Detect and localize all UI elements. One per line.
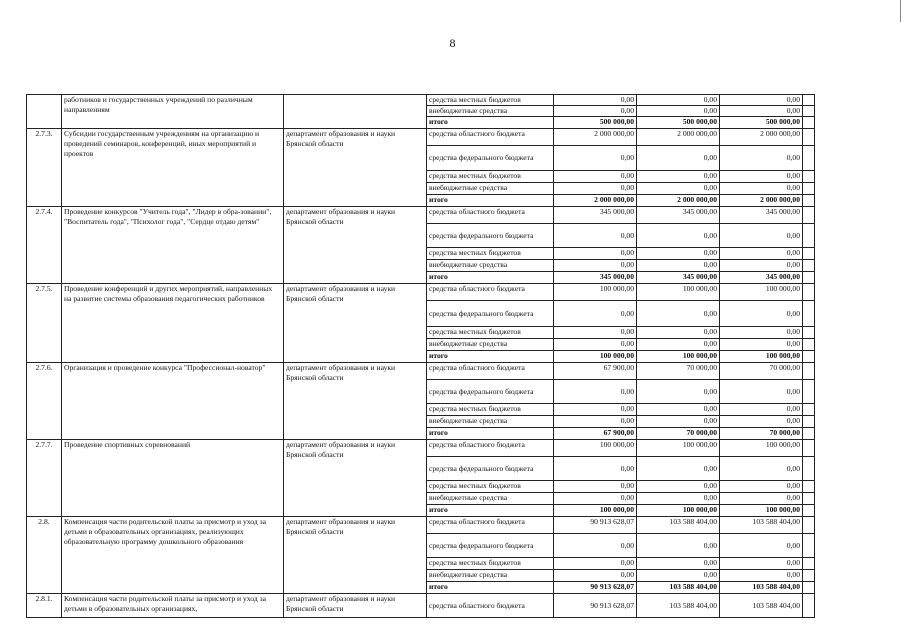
blank-cell (803, 339, 815, 351)
item-code: 2.7.7. (27, 440, 62, 517)
funding-source: средства местных бюджетов (427, 95, 554, 106)
amount-cell-2: 103 588 404,00 (637, 517, 720, 534)
blank-cell (803, 481, 815, 493)
amount-cell-3: 2 000 000,00 (720, 129, 803, 146)
funding-source: средства областного бюджета (427, 284, 554, 301)
table-row (27, 440, 815, 457)
funding-source: средства местных бюджетов (427, 171, 554, 183)
amount-cell-3: 0,00 (720, 339, 803, 351)
amount-cell-2: 0,00 (637, 339, 720, 351)
funding-source: средства федерального бюджета (427, 534, 554, 558)
amount-cell-3: 0,00 (720, 493, 803, 505)
table-body (27, 95, 815, 618)
item-code (27, 95, 62, 129)
funding-source: средства местных бюджетов (427, 481, 554, 493)
amount-cell-3: 70 000,00 (720, 363, 803, 380)
executor: департамент образования и науки Брянской области (284, 363, 427, 440)
amount-cell-3: 345 000,00 (720, 207, 803, 224)
blank-cell (803, 327, 815, 339)
amount-cell-2: 500 000,00 (637, 117, 720, 129)
funding-source: итого (427, 117, 554, 129)
blank-cell (803, 493, 815, 505)
funding-source: средства местных бюджетов (427, 558, 554, 570)
amount-cell-2: 70 000,00 (637, 428, 720, 440)
budget-table (26, 94, 815, 618)
funding-source: внебюджетные средства (427, 260, 554, 272)
amount-cell-1: 90 913 628,07 (554, 594, 637, 618)
item-name: Проведение конференций и других мероприятий, направленных на развитие системы образования педагогических работников (62, 284, 284, 363)
amount-cell-1: 2 000 000,00 (554, 195, 637, 207)
blank-cell (803, 404, 815, 416)
table-row (27, 129, 815, 146)
amount-cell-1: 100 000,00 (554, 440, 637, 457)
amount-cell-2: 0,00 (637, 248, 720, 260)
executor: департамент образования и науки Брянской области (284, 440, 427, 517)
amount-cell-2: 0,00 (637, 95, 720, 106)
funding-source: средства федерального бюджета (427, 301, 554, 327)
amount-cell-3: 0,00 (720, 301, 803, 327)
table-row (27, 207, 815, 224)
table-row (27, 517, 815, 534)
funding-source: внебюджетные средства (427, 339, 554, 351)
amount-cell-2: 345 000,00 (637, 272, 720, 284)
funding-source: итого (427, 272, 554, 284)
amount-cell-2: 345 000,00 (637, 207, 720, 224)
table-row (27, 594, 815, 618)
funding-source: итого (427, 195, 554, 207)
amount-cell-3: 0,00 (720, 106, 803, 117)
funding-source: итого (427, 582, 554, 594)
funding-source: средства федерального бюджета (427, 224, 554, 248)
amount-cell-3: 100 000,00 (720, 440, 803, 457)
amount-cell-1: 0,00 (554, 416, 637, 428)
funding-source: средства областного бюджета (427, 440, 554, 457)
blank-cell (803, 129, 815, 146)
amount-cell-3: 0,00 (720, 95, 803, 106)
page-number: 8 (449, 36, 456, 50)
amount-cell-3: 0,00 (720, 380, 803, 404)
executor: департамент образования и науки Брянской области (284, 594, 427, 618)
amount-cell-1: 0,00 (554, 171, 637, 183)
amount-cell-3: 0,00 (720, 171, 803, 183)
blank-cell (803, 534, 815, 558)
amount-cell-2: 2 000 000,00 (637, 129, 720, 146)
amount-cell-2: 0,00 (637, 260, 720, 272)
amount-cell-1: 67 900,00 (554, 428, 637, 440)
blank-cell (803, 363, 815, 380)
amount-cell-1: 0,00 (554, 481, 637, 493)
item-name: Компенсация части родительской платы за присмотр и уход за детьми в образовательных организациях, (62, 594, 284, 618)
blank-cell (803, 558, 815, 570)
funding-source: средства областного бюджета (427, 517, 554, 534)
amount-cell-2: 0,00 (637, 183, 720, 195)
amount-cell-3: 103 588 404,00 (720, 594, 803, 618)
amount-cell-2: 0,00 (637, 416, 720, 428)
amount-cell-2: 70 000,00 (637, 363, 720, 380)
amount-cell-1: 67 900,00 (554, 363, 637, 380)
funding-source: средства местных бюджетов (427, 404, 554, 416)
blank-cell (803, 351, 815, 363)
amount-cell-3: 100 000,00 (720, 505, 803, 517)
amount-cell-3: 0,00 (720, 457, 803, 481)
amount-cell-2: 0,00 (637, 327, 720, 339)
amount-cell-3: 100 000,00 (720, 284, 803, 301)
amount-cell-2: 100 000,00 (637, 440, 720, 457)
amount-cell-3: 0,00 (720, 248, 803, 260)
executor: департамент образования и науки Брянской области (284, 517, 427, 594)
table-row (27, 95, 815, 106)
blank-cell (803, 207, 815, 224)
amount-cell-2: 0,00 (637, 457, 720, 481)
amount-cell-3: 0,00 (720, 327, 803, 339)
amount-cell-3: 0,00 (720, 146, 803, 171)
amount-cell-1: 0,00 (554, 301, 637, 327)
blank-cell (803, 171, 815, 183)
amount-cell-1: 90 913 628,07 (554, 517, 637, 534)
amount-cell-3: 0,00 (720, 570, 803, 582)
blank-cell (803, 301, 815, 327)
funding-source: внебюджетные средства (427, 416, 554, 428)
blank-cell (803, 582, 815, 594)
funding-source: средства областного бюджета (427, 363, 554, 380)
amount-cell-1: 0,00 (554, 224, 637, 248)
funding-source: средства местных бюджетов (427, 327, 554, 339)
amount-cell-2: 0,00 (637, 481, 720, 493)
amount-cell-1: 2 000 000,00 (554, 129, 637, 146)
blank-cell (803, 224, 815, 248)
amount-cell-2: 0,00 (637, 301, 720, 327)
amount-cell-2: 103 588 404,00 (637, 582, 720, 594)
amount-cell-2: 0,00 (637, 380, 720, 404)
blank-cell (803, 380, 815, 404)
funding-source: внебюджетные средства (427, 570, 554, 582)
amount-cell-1: 0,00 (554, 380, 637, 404)
amount-cell-1: 500 000,00 (554, 117, 637, 129)
item-code: 2.7.3. (27, 129, 62, 207)
blank-cell (803, 570, 815, 582)
amount-cell-2: 0,00 (637, 224, 720, 248)
item-code: 2.7.6. (27, 363, 62, 440)
funding-source: средства областного бюджета (427, 129, 554, 146)
blank-cell (803, 517, 815, 534)
amount-cell-3: 0,00 (720, 534, 803, 558)
amount-cell-1: 0,00 (554, 534, 637, 558)
funding-source: средства федерального бюджета (427, 457, 554, 481)
blank-cell (803, 117, 815, 129)
amount-cell-1: 0,00 (554, 183, 637, 195)
amount-cell-1: 0,00 (554, 404, 637, 416)
item-name: Компенсация части родительской платы за присмотр и уход за детьми в образовательных организациях, реализующих образовательную программу дошкольного образования (62, 517, 284, 594)
blank-cell (803, 248, 815, 260)
amount-cell-2: 0,00 (637, 570, 720, 582)
amount-cell-3: 0,00 (720, 260, 803, 272)
funding-source: средства областного бюджета (427, 594, 554, 618)
blank-cell (803, 95, 815, 106)
amount-cell-2: 2 000 000,00 (637, 195, 720, 207)
blank-cell (803, 428, 815, 440)
item-name: Проведение конкурсов "Учитель года", "Лидер в обра-зовании", "Воспитатель года", "Психолог года", "Сердце отдаю детям" (62, 207, 284, 284)
amount-cell-3: 0,00 (720, 404, 803, 416)
blank-cell (803, 106, 815, 117)
amount-cell-1: 0,00 (554, 106, 637, 117)
amount-cell-2: 100 000,00 (637, 351, 720, 363)
item-name: Субсидии государственным учреждениям на организацию и проведений семинаров, конференций, иных мероприятий и проектов (62, 129, 284, 207)
amount-cell-3: 0,00 (720, 481, 803, 493)
blank-cell (803, 440, 815, 457)
item-name: Организация и проведение конкурса "Профессионал-новатор" (62, 363, 284, 440)
amount-cell-1: 0,00 (554, 457, 637, 481)
amount-cell-3: 70 000,00 (720, 428, 803, 440)
amount-cell-3: 345 000,00 (720, 272, 803, 284)
executor: департамент образования и науки Брянской области (284, 129, 427, 207)
amount-cell-1: 0,00 (554, 493, 637, 505)
amount-cell-1: 100 000,00 (554, 284, 637, 301)
amount-cell-2: 0,00 (637, 146, 720, 171)
blank-cell (803, 183, 815, 195)
amount-cell-2: 0,00 (637, 106, 720, 117)
amount-cell-1: 100 000,00 (554, 505, 637, 517)
amount-cell-3: 0,00 (720, 224, 803, 248)
item-code: 2.8. (27, 517, 62, 594)
amount-cell-1: 345 000,00 (554, 207, 637, 224)
amount-cell-2: 103 588 404,00 (637, 594, 720, 618)
amount-cell-3: 0,00 (720, 558, 803, 570)
funding-source: внебюджетные средства (427, 493, 554, 505)
table-row (27, 363, 815, 380)
table-row (27, 284, 815, 301)
blank-cell (803, 146, 815, 171)
blank-cell (803, 457, 815, 481)
blank-cell (803, 416, 815, 428)
amount-cell-1: 0,00 (554, 570, 637, 582)
amount-cell-2: 100 000,00 (637, 284, 720, 301)
blank-cell (803, 195, 815, 207)
blank-cell (803, 594, 815, 618)
funding-source: средства федерального бюджета (427, 146, 554, 171)
amount-cell-3: 2 000 000,00 (720, 195, 803, 207)
blank-cell (803, 272, 815, 284)
scan-edge-mark (900, 0, 901, 22)
amount-cell-2: 0,00 (637, 534, 720, 558)
funding-source: итого (427, 428, 554, 440)
amount-cell-3: 500 000,00 (720, 117, 803, 129)
funding-source: средства местных бюджетов (427, 248, 554, 260)
amount-cell-2: 0,00 (637, 404, 720, 416)
item-code: 2.7.5. (27, 284, 62, 363)
amount-cell-1: 90 913 628,07 (554, 582, 637, 594)
amount-cell-1: 0,00 (554, 558, 637, 570)
item-code: 2.7.4. (27, 207, 62, 284)
amount-cell-1: 0,00 (554, 339, 637, 351)
amount-cell-2: 0,00 (637, 171, 720, 183)
amount-cell-1: 0,00 (554, 327, 637, 339)
executor: департамент образования и науки Брянской области (284, 207, 427, 284)
blank-cell (803, 505, 815, 517)
amount-cell-3: 100 000,00 (720, 351, 803, 363)
blank-cell (803, 260, 815, 272)
amount-cell-1: 0,00 (554, 146, 637, 171)
blank-cell (803, 284, 815, 301)
item-name: работников и государственных учреждений по различным направлениям (62, 95, 284, 129)
amount-cell-3: 0,00 (720, 416, 803, 428)
executor (284, 95, 427, 129)
amount-cell-2: 0,00 (637, 493, 720, 505)
amount-cell-1: 100 000,00 (554, 351, 637, 363)
funding-source: итого (427, 505, 554, 517)
amount-cell-1: 345 000,00 (554, 272, 637, 284)
amount-cell-1: 0,00 (554, 95, 637, 106)
funding-source: внебюджетные средства (427, 183, 554, 195)
funding-source: итого (427, 351, 554, 363)
funding-source: средства областного бюджета (427, 207, 554, 224)
funding-source: средства федерального бюджета (427, 380, 554, 404)
funding-source: внебюджетные средства (427, 106, 554, 117)
amount-cell-3: 103 588 404,00 (720, 582, 803, 594)
amount-cell-3: 0,00 (720, 183, 803, 195)
amount-cell-2: 0,00 (637, 558, 720, 570)
amount-cell-1: 0,00 (554, 248, 637, 260)
amount-cell-2: 100 000,00 (637, 505, 720, 517)
amount-cell-1: 0,00 (554, 260, 637, 272)
item-code: 2.8.1. (27, 594, 62, 618)
amount-cell-3: 103 588 404,00 (720, 517, 803, 534)
executor: департамент образования и науки Брянской области (284, 284, 427, 363)
item-name: Проведение спортивных соревнований (62, 440, 284, 517)
